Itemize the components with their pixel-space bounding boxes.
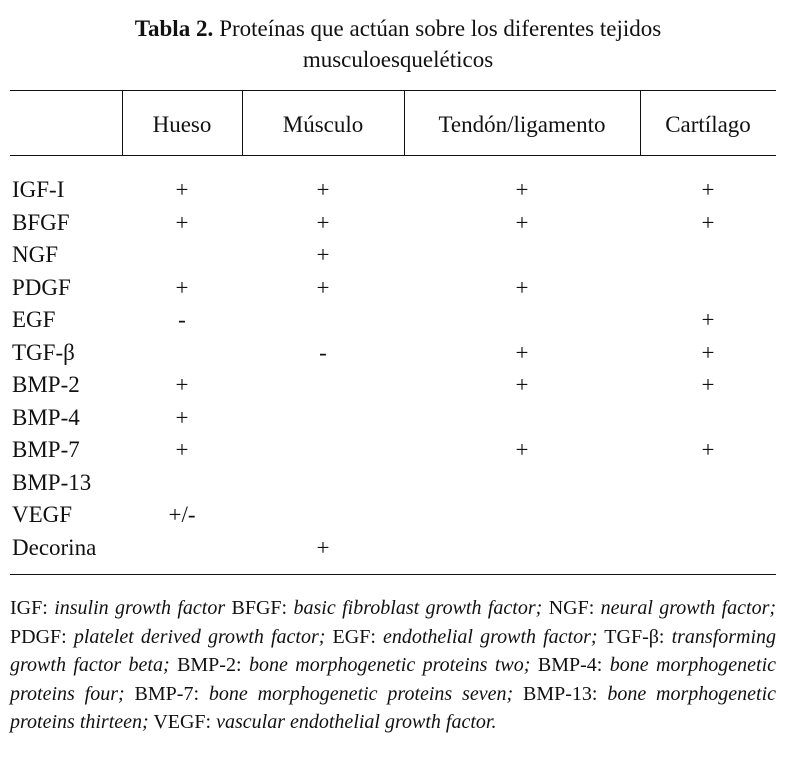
row-protein-name: TGF-β <box>12 339 75 365</box>
cell-cartilago: + <box>701 209 715 235</box>
table-header-rule <box>10 155 776 156</box>
row-protein-name: BMP-4 <box>12 404 80 430</box>
table-footnote <box>10 594 776 737</box>
row-protein-name: BMP-13 <box>12 469 92 495</box>
cell-musculo: + <box>316 177 330 202</box>
cell-hueso: + <box>175 372 189 397</box>
footnote-abbreviation: BMP-4: <box>537 654 603 676</box>
table-row <box>10 369 776 401</box>
footnote-definition: endothelial growth factor; <box>383 625 598 648</box>
row-protein-name: Decorina <box>12 534 97 560</box>
row-protein-name: BMP-7 <box>12 437 80 462</box>
footnote-definition: insulin growth factor <box>54 597 226 619</box>
table-row <box>10 239 776 271</box>
table-row <box>10 174 776 206</box>
column-header-tendon: Tendón/ligamento <box>438 112 606 137</box>
footnote-abbreviation: BMP-2: <box>177 654 242 676</box>
cell-cartilago: + <box>701 372 715 397</box>
column-header-cartilago: Cartílago <box>665 112 751 137</box>
cell-hueso: +/- <box>168 502 196 527</box>
footnote-abbreviation: PDGF: <box>10 625 67 648</box>
row-protein-name: NGF <box>12 242 59 267</box>
row-protein-name: EGF <box>12 307 56 332</box>
footnote-abbreviation: BMP-13: <box>523 682 598 705</box>
table-row <box>10 402 776 434</box>
table-row <box>10 304 776 336</box>
table-row <box>10 532 776 564</box>
cell-musculo: + <box>316 242 330 267</box>
footnote-abbreviation: TGF-β: <box>604 625 665 648</box>
cell-tendon: + <box>515 372 529 397</box>
footnote-definition: bone morphogenetic proteins four; <box>10 654 777 705</box>
footnote-abbreviation: VEGF: <box>153 711 212 733</box>
title-line-1 <box>40 13 756 44</box>
column-header-hueso: Hueso <box>152 112 212 137</box>
row-protein-name: VEGF <box>12 502 73 527</box>
cell-musculo: + <box>316 274 330 300</box>
cell-cartilago: + <box>701 177 715 202</box>
footnote-abbreviation: NGF: <box>548 597 595 619</box>
table-row <box>10 337 776 369</box>
cell-musculo: + <box>316 209 330 235</box>
table-row <box>10 499 776 531</box>
footnote-abbreviation: BFGF: <box>231 597 288 619</box>
cell-hueso: + <box>175 274 189 300</box>
row-protein-name: BFGF <box>12 209 70 235</box>
table-title <box>40 13 756 75</box>
footnote-definition: bone morphogenetic proteins two; <box>248 654 531 676</box>
footnote-definition: platelet derived growth factor; <box>73 625 326 648</box>
row-protein-name: BMP-2 <box>12 372 80 397</box>
cell-cartilago: + <box>701 437 715 462</box>
table-bottom-rule <box>10 574 776 575</box>
table-row <box>10 207 776 239</box>
footnote-definition: neural growth factor; <box>600 597 777 619</box>
title-text-1: Proteínas que actúan sobre los diferentes tejidos <box>219 16 662 41</box>
footnote-abbreviation: BMP-7: <box>134 682 199 705</box>
footnote-definition: bone morphogenetic proteins thirteen; <box>10 682 777 733</box>
footnote-definition: basic fibroblast growth factor; <box>293 597 543 619</box>
footnote-definition: bone morphogenetic proteins seven; <box>208 682 514 705</box>
cell-tendon: + <box>515 339 529 365</box>
cell-cartilago: + <box>701 307 715 332</box>
cell-hueso: + <box>175 437 189 462</box>
row-protein-name: IGF-I <box>12 177 65 202</box>
table-top-rule <box>10 90 776 91</box>
table-row <box>10 272 776 304</box>
column-header-musculo: Músculo <box>282 112 364 137</box>
cell-musculo: + <box>316 534 330 560</box>
row-protein-name: PDGF <box>12 274 71 300</box>
cell-tendon: + <box>515 209 529 235</box>
footnote-abbreviation: EGF: <box>332 625 376 648</box>
cell-hueso: - <box>178 307 186 332</box>
cell-tendon: + <box>515 437 529 462</box>
cell-cartilago: + <box>701 339 715 365</box>
cell-hueso: + <box>175 177 189 202</box>
table-row <box>10 467 776 499</box>
table-label: Tabla 2. <box>134 16 214 41</box>
footnote-definition: vascular endothelial growth factor. <box>216 711 497 733</box>
cell-hueso: + <box>175 404 189 430</box>
footnote-definition: transforming growth factor beta; <box>10 625 777 676</box>
table-row <box>10 434 776 466</box>
cell-hueso: + <box>175 209 189 235</box>
cell-tendon: + <box>515 177 529 202</box>
cell-musculo: - <box>319 339 327 365</box>
cell-tendon: + <box>515 274 529 300</box>
footnote-abbreviation: IGF: <box>10 597 48 619</box>
title-line-2: musculoesqueléticos <box>302 47 494 72</box>
